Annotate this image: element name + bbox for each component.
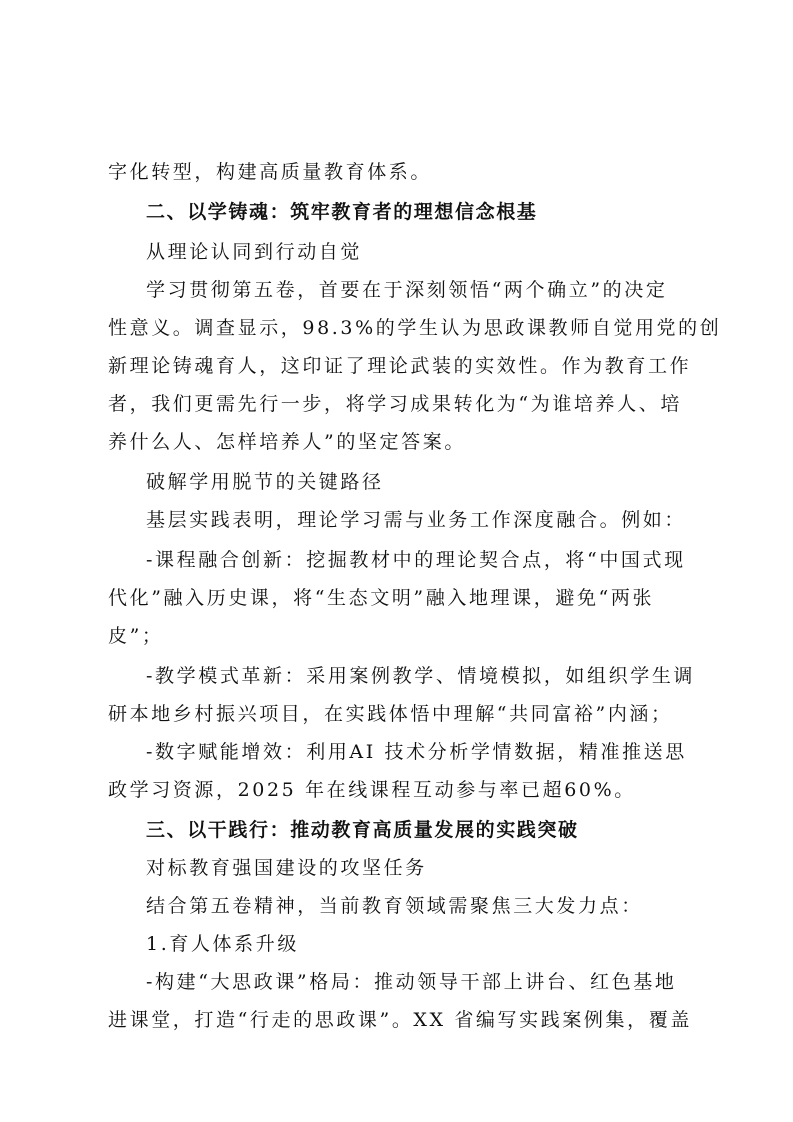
list-item-big-ideology-course: -构建“大思政课”格局：推动领导干部上讲台、红色基地 [146, 971, 677, 993]
subheading-tasks: 对标教育强国建设的攻坚任务 [146, 857, 427, 879]
list-item-digital: -数字赋能增效：利用AI 技术分析学情数据，精准推送思 [146, 741, 687, 763]
section-heading-two: 二、以学铸魂：筑牢教育者的理想信念根基 [146, 201, 538, 223]
paragraph-line: 基层实践表明，理论学习需与业务工作深度融合。例如： [146, 509, 687, 531]
paragraph-line: 者，我们更需先行一步，将学习成果转化为“为谁培养人、培 [108, 393, 682, 415]
paragraph-line: 结合第五卷精神，当前教育领域需聚焦三大发力点： [146, 895, 643, 917]
subheading-key-paths: 破解学用脱节的关键路径 [146, 471, 384, 493]
list-item-big-ideology-course-continued: 进课堂，打造“行走的思政课”。XX 省编写实践案例集，覆盖 [108, 1009, 692, 1031]
list-item-curriculum-continued: 代化”融入历史课，将“生态文明”融入地理课，避免“两张 [108, 587, 655, 609]
list-item-teaching-mode-continued: 研本地乡村振兴项目，在实践体悟中理解“共同富裕”内涵； [108, 703, 673, 725]
list-item-curriculum-continued: 皮”； [108, 625, 164, 647]
list-item-teaching-mode: -教学模式革新：采用案例教学、情境模拟，如组织学生调 [146, 665, 696, 687]
list-item-digital-continued: 政学习资源，2025 年在线课程互动参与率已超60%。 [108, 779, 636, 801]
numbered-subheading: 1.育人体系升级 [146, 933, 299, 955]
subheading-theory-to-action: 从理论认同到行动自觉 [146, 241, 363, 263]
paragraph-line: 性意义。调查显示，98.3%的学生认为思政课教师自觉用党的创 [108, 317, 722, 339]
section-heading-three: 三、以干践行：推动教育高质量发展的实践突破 [146, 819, 579, 841]
paragraph-line: 学习贯彻第五卷，首要在于深刻领悟“两个确立”的决定 [146, 279, 668, 301]
paragraph-line: 养什么人、怎样培养人”的坚定答案。 [108, 431, 466, 453]
paragraph-line: 新理论铸魂育人，这印证了理论武装的实效性。作为教育工作 [108, 355, 692, 377]
list-item-curriculum: -课程融合创新：挖掘教材中的理论契合点，将“中国式现 [146, 549, 686, 571]
paragraph-continuation-line: 字化转型，构建高质量教育体系。 [108, 161, 433, 183]
